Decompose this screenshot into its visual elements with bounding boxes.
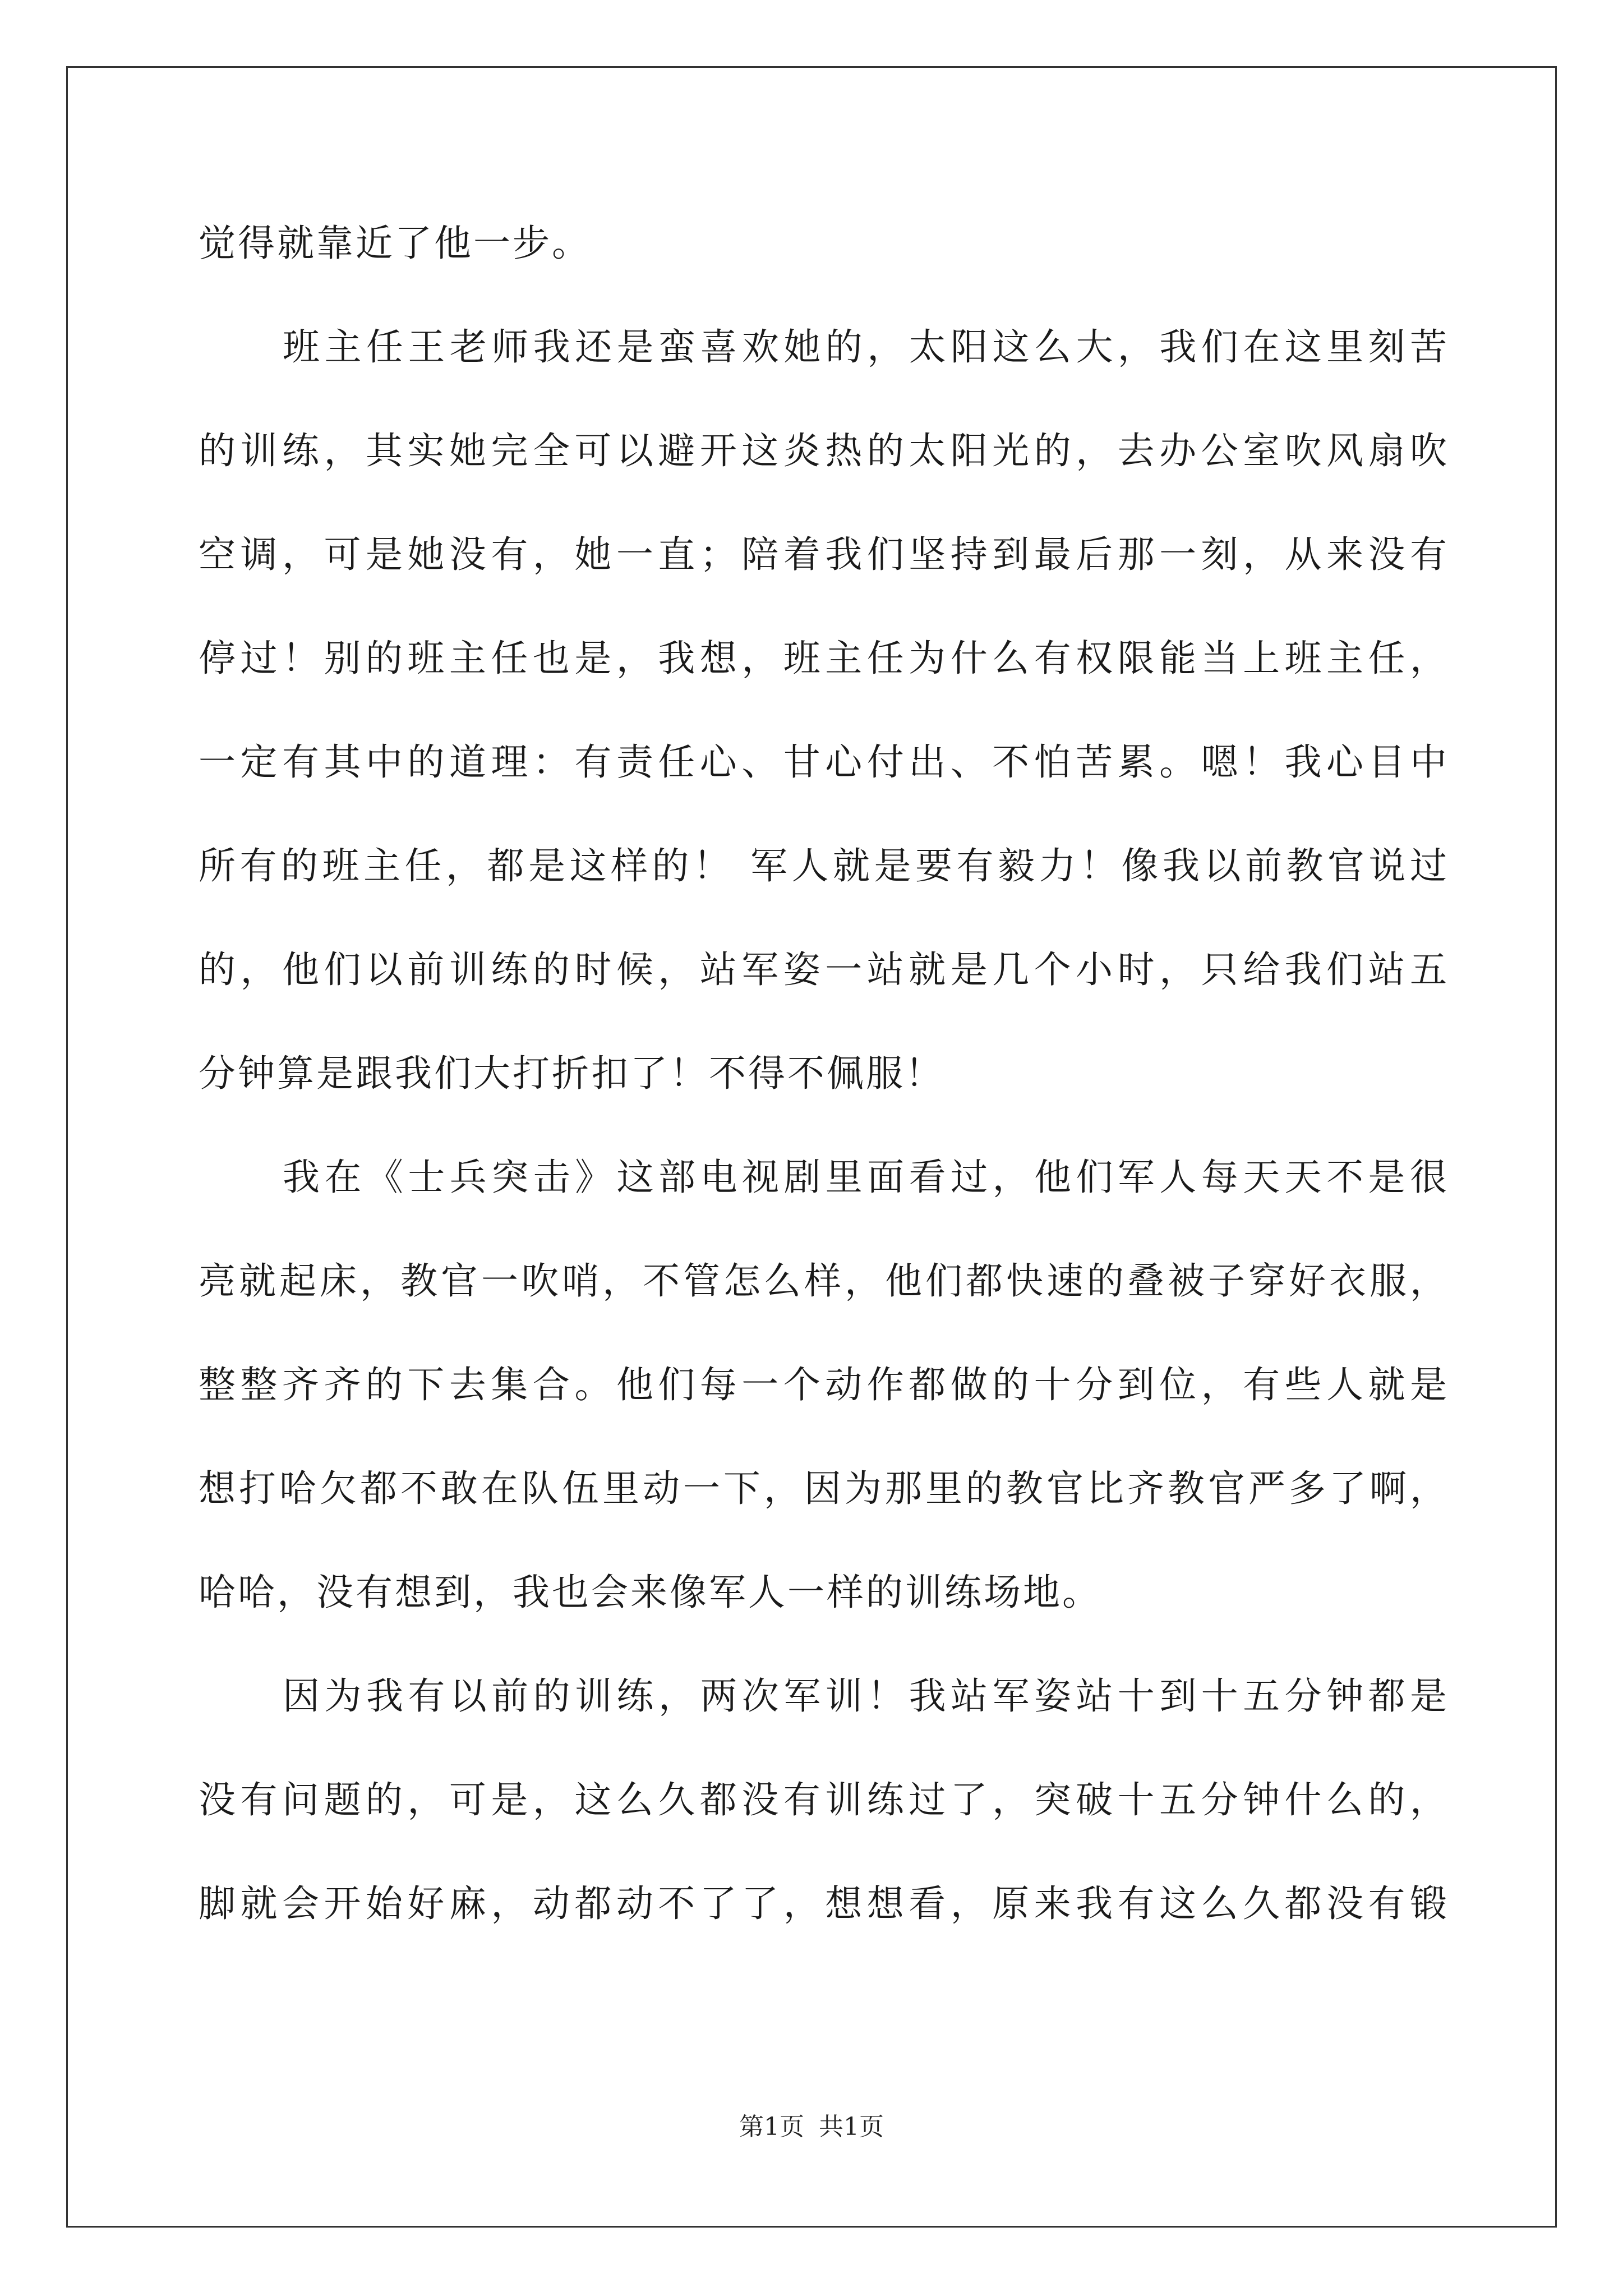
- page-number: 第1页: [739, 2113, 804, 2141]
- text-line: 想打哈欠都不敢在队伍里动一下，因为那里的教官比齐教官严多了啊，: [199, 1467, 1449, 1510]
- document-body: [199, 209, 1449, 1973]
- text-line: 停过！别的班主任也是，我想，班主任为什么有权限能当上班主任，: [199, 637, 1449, 680]
- text-line: 觉得就靠近了他一步。: [199, 222, 591, 265]
- paragraph-first-line: 因为我有以前的训练，两次军训！我站军姿站十到十五分钟都是: [283, 1674, 1449, 1718]
- text-line: 所有的班主任，都是这样的！ 军人就是要有毅力！像我以前教官说过: [199, 844, 1449, 887]
- paragraph-first-line: 我在《士兵突击》这部电视剧里面看过，他们军人每天天不是很: [283, 1156, 1449, 1199]
- text-line: 一定有其中的道理：有责任心、甘心付出、不怕苦累。嗯！我心目中: [199, 740, 1449, 784]
- text-line: 整整齐齐的下去集合。他们每一个动作都做的十分到位，有些人就是: [199, 1363, 1449, 1406]
- text-line: 脚就会开始好麻，动都动不了了，想想看，原来我有这么久都没有锻: [199, 1882, 1449, 1925]
- text-line: 哈哈，没有想到，我也会来像军人一样的训练场地。: [199, 1571, 1101, 1614]
- page-footer: [0, 2110, 1623, 2144]
- text-line: 没有问题的，可是，这么久都没有训练过了，突破十五分钟什么的，: [199, 1778, 1449, 1821]
- text-line: 亮就起床，教官一吹哨，不管怎么样，他们都快速的叠被子穿好衣服，: [199, 1259, 1449, 1303]
- text-line: 的，他们以前训练的时候，站军姿一站就是几个小时，只给我们站五: [199, 948, 1449, 991]
- text-line: 的训练，其实她完全可以避开这炎热的太阳光的，去办公室吹风扇吹: [199, 429, 1449, 472]
- paragraph-first-line: 班主任王老师我还是蛮喜欢她的，太阳这么大，我们在这里刻苦: [283, 325, 1449, 369]
- text-line: 空调，可是她没有，她一直；陪着我们坚持到最后那一刻，从来没有: [199, 533, 1449, 576]
- text-line: 分钟算是跟我们大打折扣了！不得不佩服！: [199, 1052, 944, 1095]
- page-total: 共1页: [819, 2113, 884, 2141]
